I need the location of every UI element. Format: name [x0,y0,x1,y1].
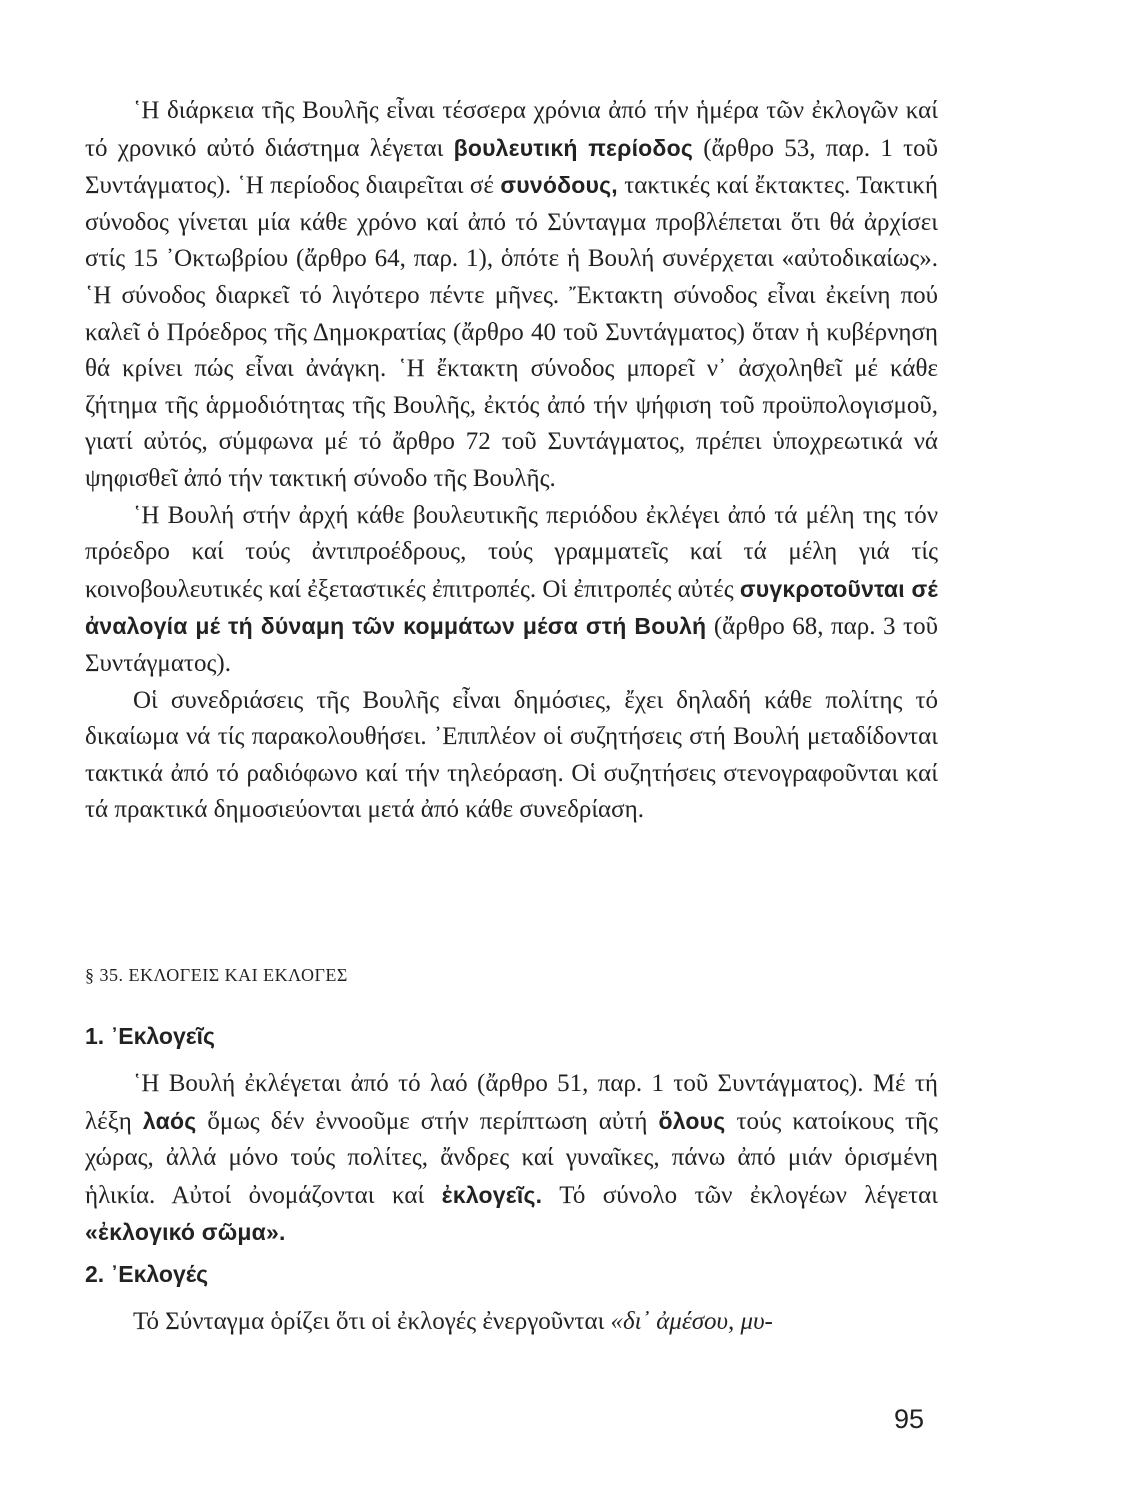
term-legislative-period: βουλευτική περίοδος [453,134,693,161]
term-people: λαός [142,1107,197,1134]
body-text-voters [85,1066,938,1252]
paragraph-voters: ῾Η Βουλή ἐκλέγεται ἀπό τό λαό (ἄρθρο 51, παρ. 1 τοῦ Συντάγματος). Μέ τή λέξη λαός ὅμως δέν ἐννοοῦμε στήν περίπτωση αὐτή ὅλους τούς κατοίκους τῆς χώρας, ἀλλά μόνο τούς πολίτες, ἄνδρες καί γυναῖκες, πάνω ἀπό μιάν ὁρισμένη ἡλικία. Αὐτοί ὀνομάζονται καί ἐκλογεῖς. Τό σύνολο τῶν ἐκλογέων λέγεται «ἐκλογικό σῶμα». [85,1070,939,1246]
subheading-voters: 1. ᾿Εκλογεῖς [85,1023,216,1049]
body-text-elections [85,1304,938,1341]
paragraph-parliament-term: ῾Η διάρκεια τῆς Βουλῆς εἶναι τέσσερα χρόνια ἀπό τήν ἡμέρα τῶν ἐκλογῶν καί τό χρονικό αὐτό διάστημα λέγεται βουλευτική περίοδος (ἄρθρο 53, παρ. 1 τοῦ Συντάγματος). ῾Η περίοδος διαιρεῖται σέ συνόδους, τακτικές καί ἔκτακτες. Τακτική σύνοδος γίνεται μία κάθε χρόνο καί ἀπό τό Σύνταγμα προβλέπεται ὅτι θά ἀρχίσει στίς 15 ᾿Οκτωβρίου (ἄρθρο 64, παρ. 1), ὁπότε ἡ Βουλή συνέρχεται «αὐτοδικαίως». ῾Η σύνοδος διαρκεῖ τό λιγότερο πέντε μῆνες. Ἔκτακτη σύνοδος εἶναι ἐκείνη πού καλεῖ ὁ Πρόεδρος τῆς Δημοκρατίας (ἄρθρο 40 τοῦ Συντάγματος) ὅταν ἡ κυβέρνηση θά κρίνει πώς εἶναι ἀνάγκη. ῾Η ἔκτακτη σύνοδος μπορεῖ ν᾿ ἀσχοληθεῖ μέ κάθε ζήτημα τῆς ἁρμοδιότητας τῆς Βουλῆς, ἐκτός ἀπό τήν ψήφιση τοῦ προϋπολογισμοῦ, γιατί αὐτός, σύμφωνα μέ τό ἄρθρο 72 τοῦ Συντάγματος, πρέπει ὑποχρεωτικά νά ψηφισθεῖ ἀπό τήν τακτική σύνοδο τῆς Βουλῆς. [85,97,939,492]
term-sessions: συνόδους, [500,172,618,199]
paragraph-public-sessions: Οἱ συνεδριάσεις τῆς Βουλῆς εἶναι δημόσιες, ἔχει δηλαδή κάθε πολίτης τό δικαίωμα νά τίς παρακολουθήσει. ᾿Επιπλέον οἱ συζητήσεις στή Βουλή μεταδίδονται τακτικά ἀπό τό ραδιόφωνο καί τήν τηλεόραση. Οἱ συζητήσεις στενογραφοῦνται καί τά πρακτικά δημοσιεύονται μετά ἀπό κάθε συνεδρίαση. [85,686,938,824]
paragraph-elections: Τό Σύνταγμα ὁρίζει ὅτι οἱ ἐκλογές ἐνεργοῦνται «δι᾿ ἀμέσου, μυ- [133,1308,773,1335]
quote-direct-secret: «δι᾿ ἀμέσου, μυ- [610,1308,773,1335]
page-number: 95 [894,1404,925,1434]
body-text-main [85,93,938,829]
term-voters: ἐκλογεῖς. [441,1181,543,1208]
term-electoral-body: «ἐκλογικό σῶμα». [85,1219,286,1246]
subheading-elections: 2. ᾿Εκλογές [85,1261,209,1287]
paragraph-committees: ῾Η Βουλή στήν ἀρχή κάθε βουλευτικῆς περιόδου ἐκλέγει ἀπό τά μέλη της τόν πρόεδρο καί τούς ἀντιπροέδρους, τούς γραμματεῖς καί τά μέλη γιά τίς κοινοβουλευτικές καί ἐξεταστικές ἐπιτροπές. Οἱ ἐπιτροπές αὐτές συγκροτοῦνται σέ ἀναλογία μέ τή δύναμη τῶν κομμάτων μέσα στή Βουλή (ἄρθρο 68, παρ. 3 τοῦ Συντάγματος). [85,501,938,677]
term-all: ὅλους [658,1107,726,1134]
term-committee-proportionality: συγκροτοῦνται σέ ἀναλογία μέ τή δύναμη τῶν κομμάτων μέσα στή Βουλή [85,575,938,640]
section-heading: § 35. ΕΚΛΟΓΕΙΣ ΚΑΙ ΕΚΛΟΓΕΣ [85,965,348,985]
